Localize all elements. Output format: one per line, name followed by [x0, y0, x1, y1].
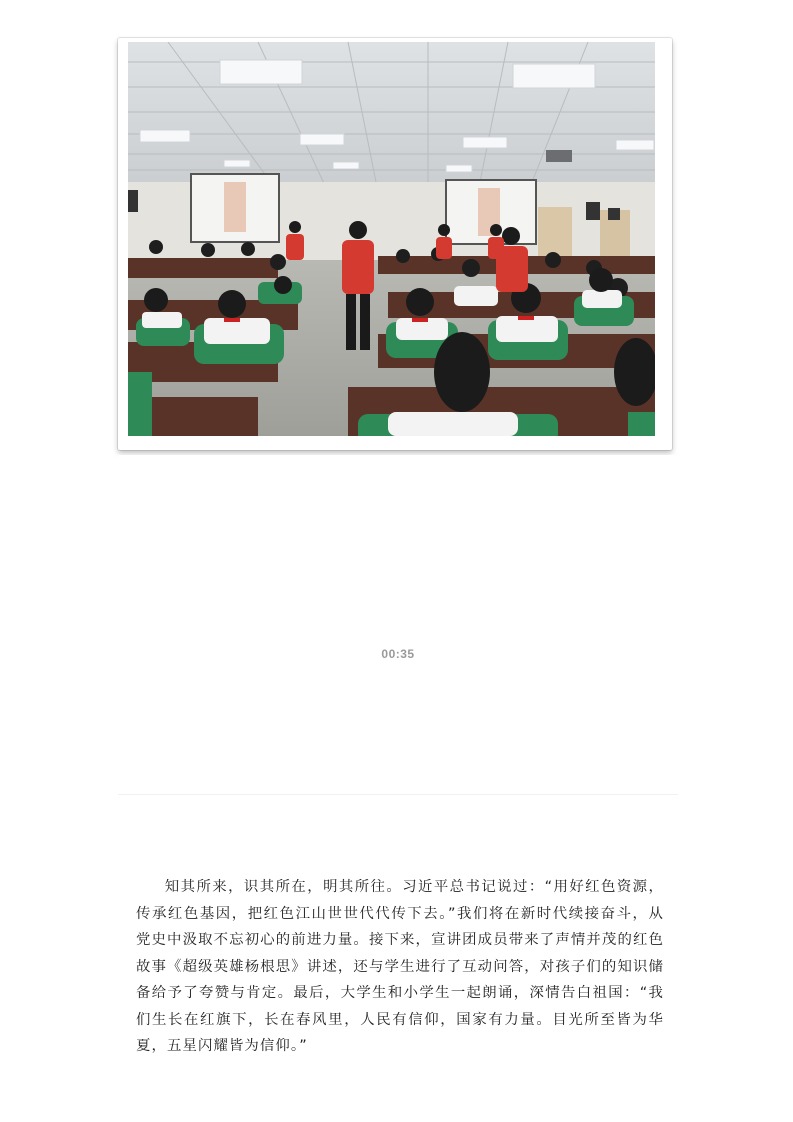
video-timestamp: 00:35 [381, 647, 415, 661]
article-paragraph: 知其所来，识其所在，明其所往。习近平总书记说过：“用好红色资源，传承红色基因，把红色江山世世代代传下去。”我们将在新时代续接奋斗，从党史中汲取不忘初心的前进力量。接下来，宣讲团成员带来了声情并茂的红色故事《超级英雄杨根思》讲述，还与学生进行了互动问答，对孩子们的知识储备给予了夸赞与肯定。最后，大学生和小学生一起朗诵，深情告白祖国：“我们生长在红旗下，长在春风里，人民有信仰，国家有力量。目光所至皆为华夏，五星闪耀皆为信仰。” [136, 879, 664, 1054]
classroom-photo[interactable] [128, 42, 655, 436]
photo-frame [118, 38, 672, 450]
video-player[interactable] [118, 455, 678, 795]
video-divider [118, 794, 678, 795]
